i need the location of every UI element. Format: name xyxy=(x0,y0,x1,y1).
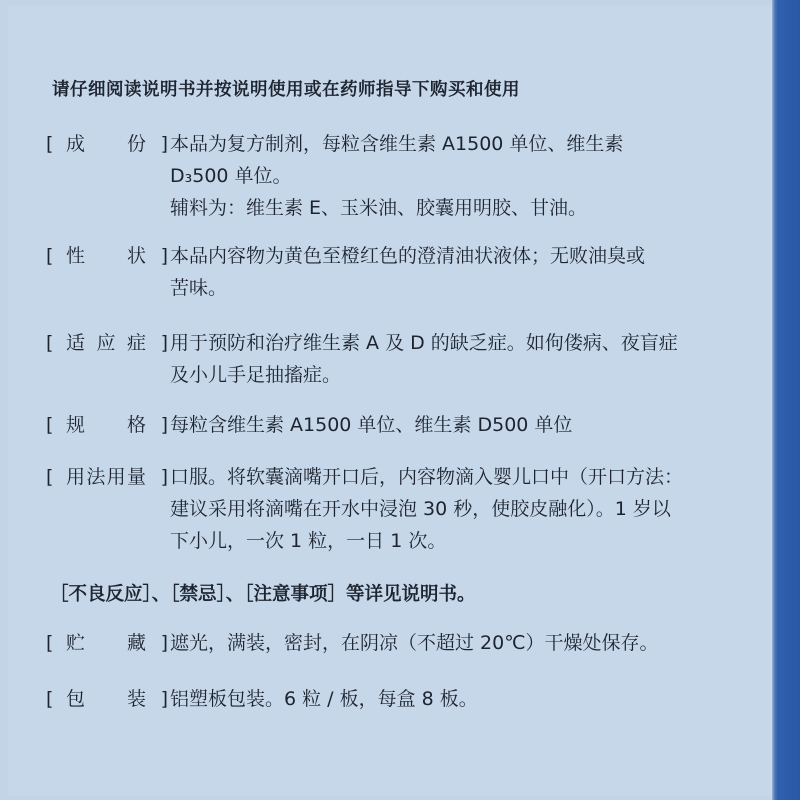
label-bracket-close: ] xyxy=(160,133,168,155)
content-line: 每粒含维生素 A1500 单位、维生素 D500 单位 xyxy=(170,414,573,436)
label-bracket-close: ] xyxy=(160,632,168,654)
section-label xyxy=(46,240,168,272)
content-line: 本品内容物为黄色至橙红色的澄清油状液体；无败油臭或 xyxy=(170,245,646,267)
section-content xyxy=(170,240,770,304)
content-line: 本品为复方制剂，每粒含维生素 A1500 单位、维生素 xyxy=(170,133,624,155)
section-label xyxy=(46,461,168,493)
label-bracket-open: [ xyxy=(46,688,54,710)
label-bracket-close: ] xyxy=(160,332,168,354)
label-char: 藏 xyxy=(126,632,146,654)
label-char: 规 xyxy=(66,414,86,436)
label-text xyxy=(66,683,146,715)
section-label xyxy=(46,128,168,160)
label-text xyxy=(66,327,146,359)
label-char: 性 xyxy=(66,245,86,267)
label-char: 应 xyxy=(96,332,116,354)
content-line: 下小儿，一次 1 粒，一日 1 次。 xyxy=(170,530,447,552)
section-label xyxy=(46,683,168,715)
label-bracket-close: ] xyxy=(160,245,168,267)
label-bracket-open: [ xyxy=(46,414,54,436)
box-side-edge xyxy=(772,0,800,800)
label-text xyxy=(66,240,146,272)
label-char: 用 xyxy=(106,466,126,488)
leaflet-panel xyxy=(8,6,774,796)
label-text xyxy=(66,461,146,493)
section-label xyxy=(46,327,168,359)
content-line: 建议采用将滴嘴在开水中浸泡 30 秒，使胶皮融化）。1 岁以 xyxy=(170,498,671,520)
section-label xyxy=(46,627,168,659)
label-char: 格 xyxy=(126,414,146,436)
label-text xyxy=(66,128,146,160)
content-line: 铝塑板包装。6 粒 / 板，每盒 8 板。 xyxy=(170,688,478,710)
label-bracket-close: ] xyxy=(160,414,168,436)
label-char: 装 xyxy=(126,688,146,710)
label-text xyxy=(66,627,146,659)
section-content xyxy=(170,327,770,391)
label-char: 适 xyxy=(66,332,86,354)
content-line: 口服。将软囊滴嘴开口后，内容物滴入婴儿口中（开口方法： xyxy=(170,466,684,488)
section-content xyxy=(170,128,770,224)
label-char: 包 xyxy=(66,688,86,710)
label-char: 用 xyxy=(66,466,86,488)
label-char: 贮 xyxy=(66,632,86,654)
label-char: 法 xyxy=(86,466,106,488)
content-line: 遮光，满装，密封，在阴凉（不超过 20℃）干燥处保存。 xyxy=(170,632,659,654)
label-char: 份 xyxy=(126,133,146,155)
label-char: 成 xyxy=(66,133,86,155)
content-line: 及小儿手足抽搐症。 xyxy=(170,364,342,386)
label-bracket-close: ] xyxy=(160,688,168,710)
notice-line: ［不良反应］、［禁忌］、［注意事项］等详见说明书。 xyxy=(50,584,476,605)
label-bracket-open: [ xyxy=(46,245,54,267)
content-line: 辅料为：维生素 E、玉米油、胶囊用明胶、甘油。 xyxy=(170,197,588,219)
label-char: 症 xyxy=(126,332,146,354)
label-bracket-open: [ xyxy=(46,632,54,654)
label-bracket-open: [ xyxy=(46,133,54,155)
label-char: 量 xyxy=(126,466,146,488)
instruction-heading: 请仔细阅读说明书并按说明使用或在药师指导下购买和使用 xyxy=(52,80,520,100)
label-bracket-open: [ xyxy=(46,332,54,354)
section-content xyxy=(170,627,770,659)
section-label xyxy=(46,409,168,441)
section-content xyxy=(170,683,770,715)
label-bracket-close: ] xyxy=(160,466,168,488)
section-content xyxy=(170,461,770,557)
content-line: D₃500 单位。 xyxy=(170,165,292,187)
content-line: 用于预防和治疗维生素 A 及 D 的缺乏症。如佝偻病、夜盲症 xyxy=(170,332,678,354)
label-bracket-open: [ xyxy=(46,466,54,488)
label-text xyxy=(66,409,146,441)
label-char: 状 xyxy=(126,245,146,267)
section-content xyxy=(170,409,770,441)
content-line: 苦味。 xyxy=(170,277,228,299)
